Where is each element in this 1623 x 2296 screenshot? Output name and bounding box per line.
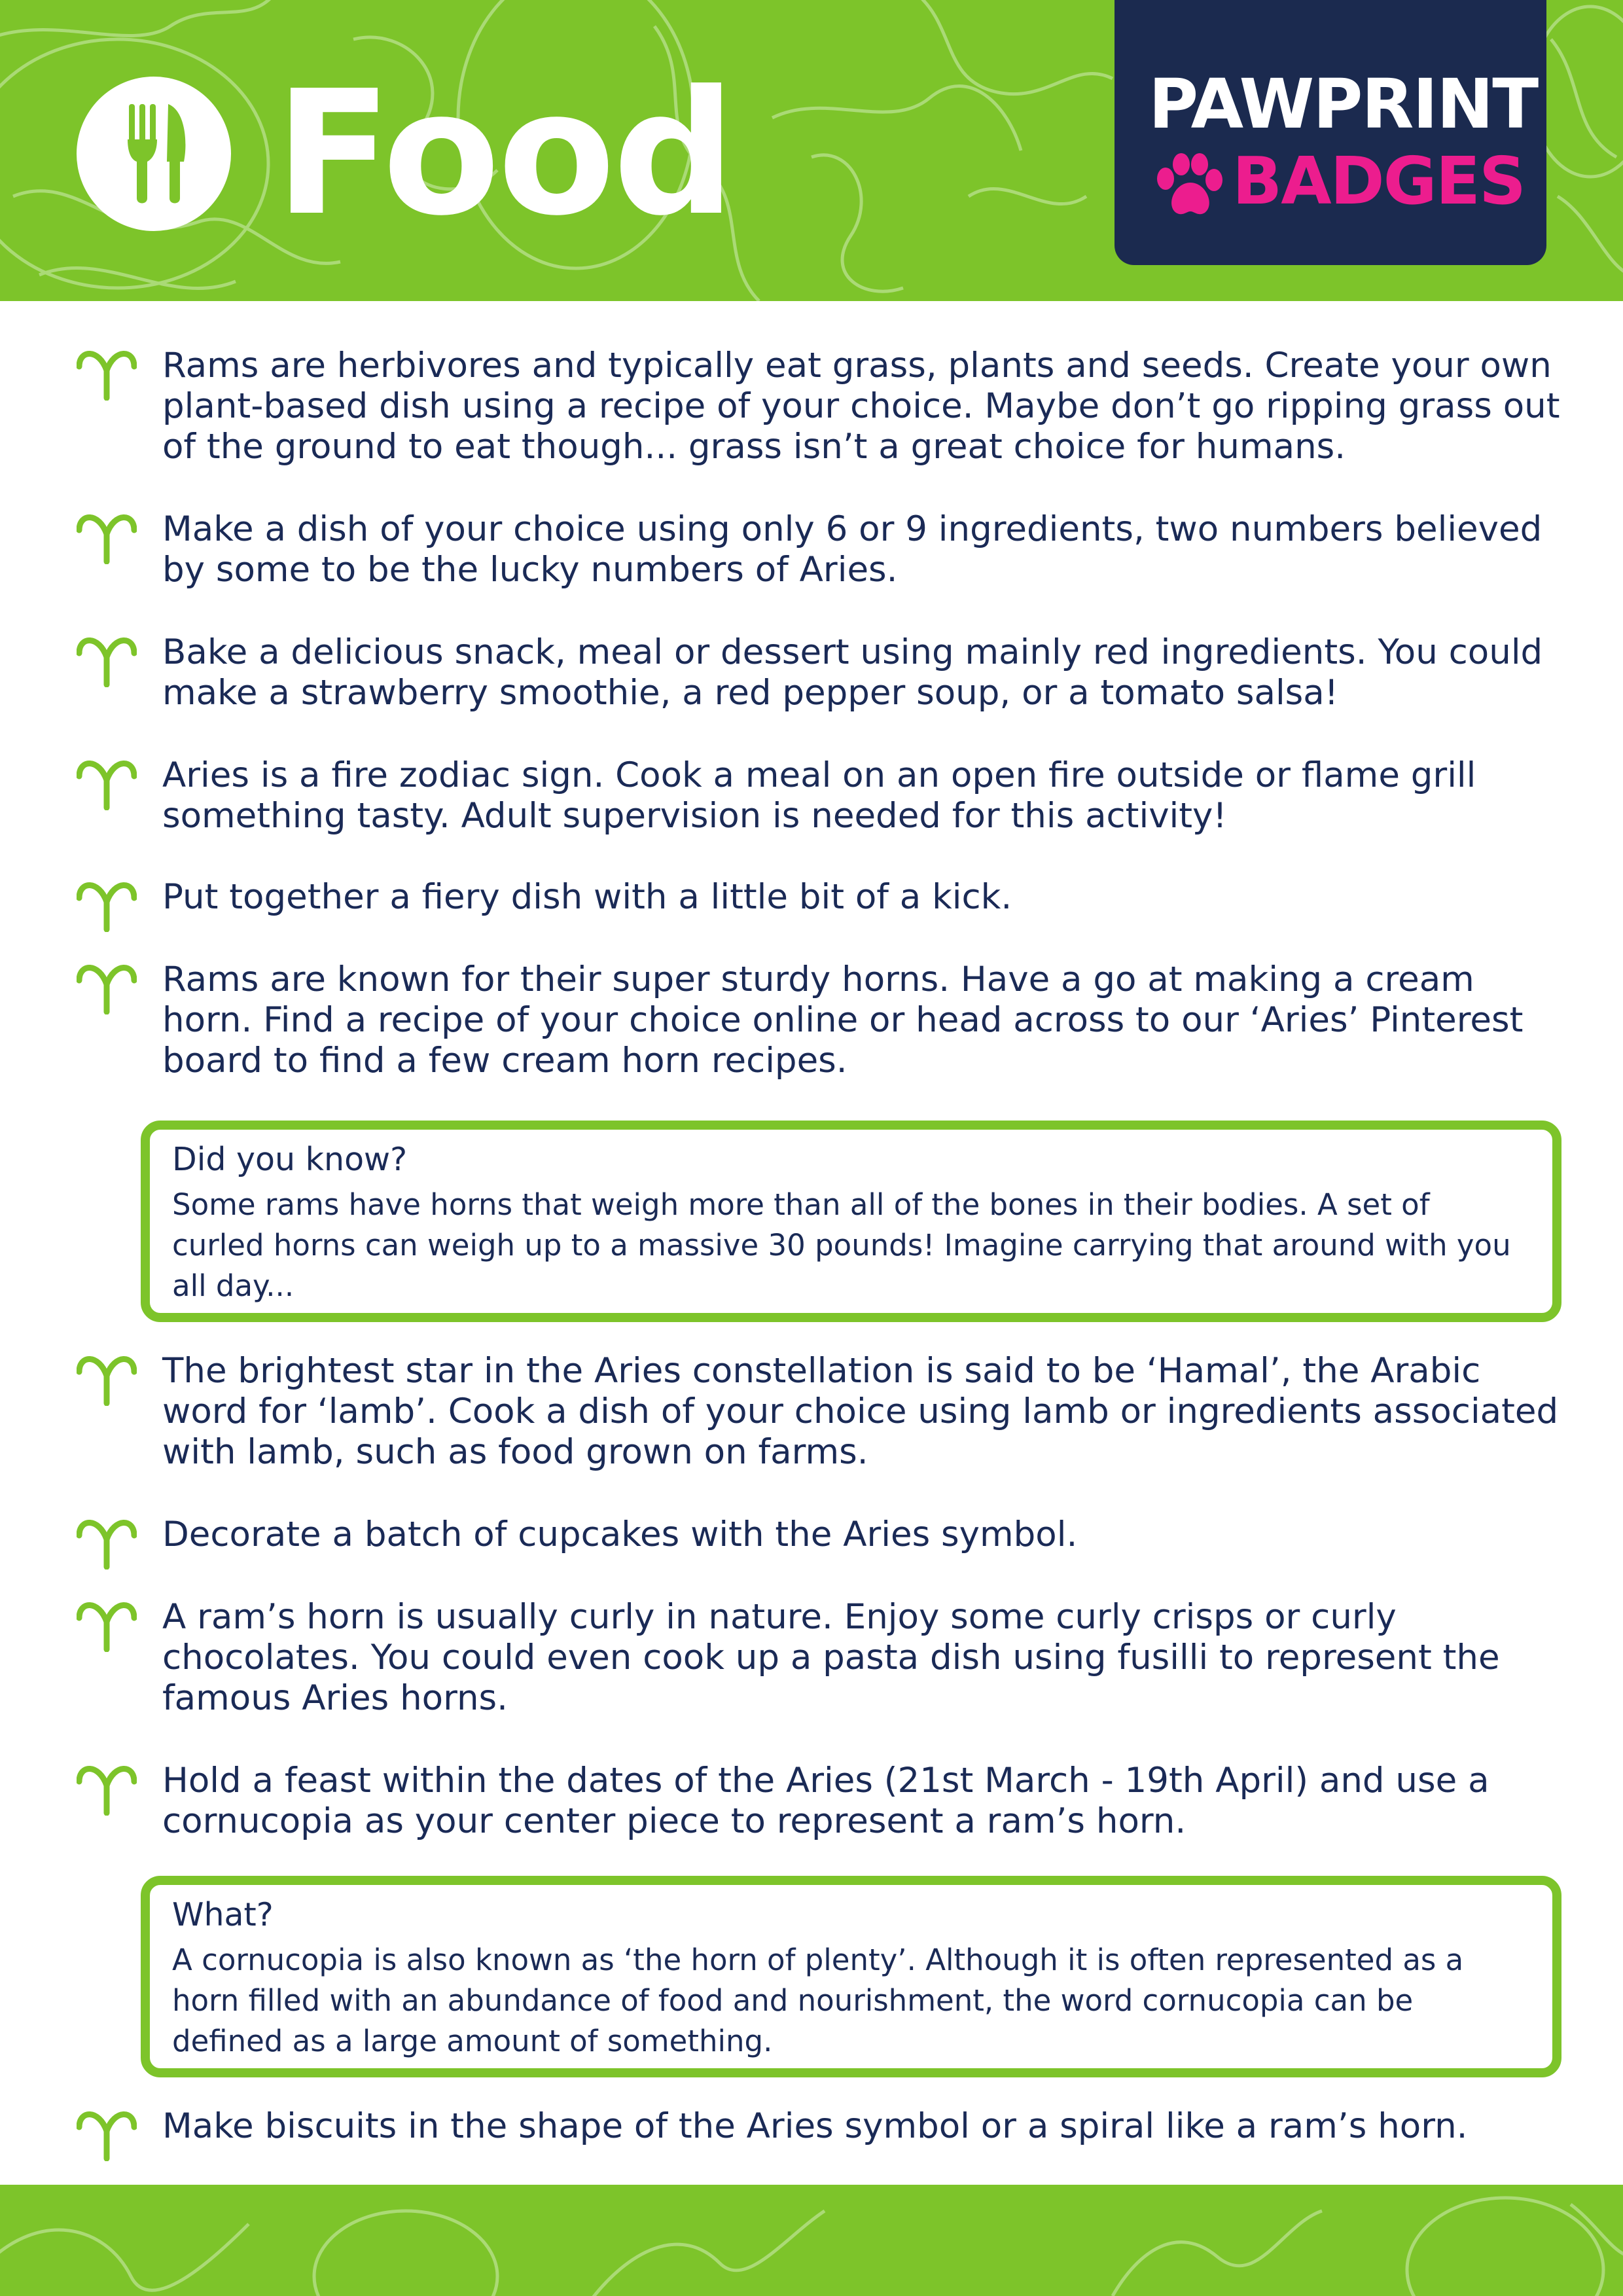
- item-text: Hold a feast within the dates of the Aries (21st March - 19th April) and use a cornucopia as your center piece to represent a ram’s horn.: [162, 1761, 1489, 1841]
- paw-print-icon: [1152, 152, 1224, 218]
- what-callout: [141, 1876, 1561, 2077]
- did-you-know-callout: [141, 1121, 1561, 1322]
- footer-banner: [0, 2185, 1623, 2296]
- item-text: The brightest star in the Aries constellation is said to be ‘Hamal’, the Arabic word for ‘lamb’. Cook a dish of your choice using lamb or ingredients associated with lamb, such as food grown on farms.: [162, 1351, 1559, 1472]
- aries-symbol-icon: [77, 755, 137, 810]
- item-text: Rams are herbivores and typically eat grass, plants and seeds. Create your own plant-based dish using a recipe of your choice. Maybe don’t go ripping grass out of the ground to eat though... grass isn’t a great choice for humans.: [162, 346, 1560, 467]
- aries-symbol-icon: [77, 1761, 137, 1816]
- callout-title: What?: [172, 1896, 274, 1933]
- logo-wordmark-pawprint: PAWPRINT: [1149, 64, 1538, 144]
- aries-symbol-icon: [77, 509, 137, 564]
- aries-symbol-icon: [77, 2106, 137, 2161]
- vegetable-doodle-pattern: [0, 2185, 1623, 2296]
- item-text: Make a dish of your choice using only 6 or 9 ingredients, two numbers believed by some to be the lucky numbers of Aries.: [162, 509, 1543, 590]
- item-text: Rams are known for their super sturdy horns. Have a go at making a cream horn. Find a recipe of your choice online or head across to our ‘Aries’ Pinterest board to find a few cream horn recipes.: [162, 960, 1524, 1081]
- item-text: Decorate a batch of cupcakes with the Aries symbol.: [162, 1515, 1078, 1554]
- aries-symbol-icon: [77, 960, 137, 1014]
- page-title: Food: [275, 54, 733, 253]
- callout-title: Did you know?: [172, 1141, 408, 1178]
- item-text: Make biscuits in the shape of the Aries symbol or a spiral like a ram’s horn.: [162, 2106, 1468, 2146]
- item-text: Aries is a fire zodiac sign. Cook a meal on an open fire outside or flame grill something tasty. Adult supervision is needed for this activity!: [162, 755, 1476, 836]
- logo-wordmark-badges: BADGES: [1232, 143, 1525, 219]
- aries-symbol-icon: [77, 1351, 137, 1406]
- pawprint-badges-logo: [1115, 0, 1546, 265]
- header-banner: [0, 0, 1623, 301]
- aries-symbol-icon: [77, 1597, 137, 1652]
- callout-body: A cornucopia is also known as ‘the horn of plenty’. Although it is often represented as a horn filled with an abundance of food and nourishment, the word cornucopia can be defined as a large amount of something.: [172, 1943, 1464, 2058]
- item-text: Put together a fiery dish with a little bit of a kick.: [162, 877, 1012, 917]
- fork-and-knife-icon: [77, 77, 231, 231]
- aries-symbol-icon: [77, 1515, 137, 1570]
- callout-body: Some rams have horns that weigh more than all of the bones in their bodies. A set of curled horns can weigh up to a massive 30 pounds! Imagine carrying that around with you all day...: [172, 1187, 1511, 1303]
- aries-symbol-icon: [77, 877, 137, 932]
- aries-symbol-icon: [77, 632, 137, 687]
- item-text: Bake a delicious snack, meal or dessert using mainly red ingredients. You could make a strawberry smoothie, a red pepper soup, or a tomato salsa!: [162, 632, 1543, 713]
- aries-symbol-icon: [77, 346, 137, 401]
- item-text: A ram’s horn is usually curly in nature. Enjoy some curly crisps or curly chocolates. You could even cook up a pasta dish using fusilli to represent the famous Aries horns.: [162, 1597, 1500, 1718]
